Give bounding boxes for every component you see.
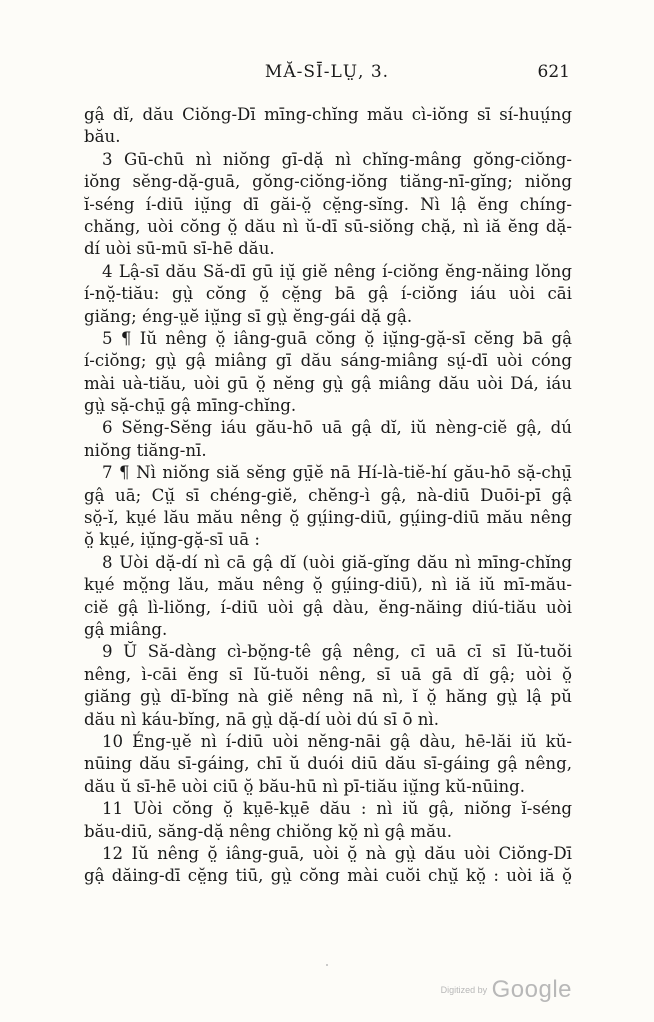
running-title: MĂ-SĪ-LṲ, 3. [264, 62, 390, 82]
verse-line: 4 Lậ-sī dău Să-dī gū iṳ̆ giĕ nêng í-ciŏng ĕng-năing lŏng [102, 261, 572, 281]
verse-line: bău. [84, 127, 121, 147]
verse-paragraph [84, 149, 572, 261]
verse-line: dí uòi sū-mū sī-hē dău. [84, 239, 275, 259]
watermark-prefix: Digitized by [440, 985, 488, 995]
verse-line: dău nì káu-bĭng, nā gṳ̀ dặ-dí uòi dú sī ō nì. [84, 709, 440, 729]
verse-line: chăng, uòi cŏng ŏ̤ dău nì ŭ-dī sū-siŏng chặ, nì iă ĕng dặ- [84, 216, 572, 236]
verse-paragraph [84, 552, 572, 642]
verse-line: giăng; éng-ṳĕ iṳ̆ng sī gṳ̀ ĕng-gái dặ gậ. [84, 306, 413, 326]
verse-line: gậ uā; Cṳ̆ sī chéng-giĕ, chĕng-ì gậ, nà-diū Duōi-pī gậ [84, 485, 572, 505]
verse-line: í-nŏ̤-tiău: gṳ̀ cŏng ŏ̤ cĕ̤ng bā gậ í-ciŏng iáu uòi cāi [84, 284, 572, 304]
verse-line: 10 Éng-ṳĕ nì í-diū uòi nĕng-nāi gậ dàu, hē-lăi iŭ kŭ- [102, 731, 572, 751]
verse-line: ŏ̤ kṳé, iṳ̆ng-gặ-sī uā : [84, 530, 260, 550]
verse-line: í-ciŏng; gṳ̀ gậ miâng gī dău sáng-miâng sṳ́-dī uòi cóng [84, 351, 572, 371]
verse-line: 11 Uòi cŏng ŏ̤ kṳē-kṳē dău : nì iŭ gậ, niŏng ĭ-séng [102, 799, 572, 819]
verse-line: 12 Iŭ nêng ŏ̤ iâng-guā, uòi ŏ̤ nà gṳ̀ dău uòi Ciŏng-Dī [102, 843, 572, 863]
verse-paragraph [84, 261, 572, 328]
verse-line: ciĕ gậ lì-liŏng, í-diū uòi gậ dàu, ĕng-năing diú-tiău uòi [84, 597, 572, 617]
google-logo: Google [491, 976, 572, 1003]
digitized-watermark [441, 976, 572, 1004]
verse-line: gậ dĭ, dău Ciŏng-Dī mīng-chĭng mău cì-iŏng sī sí-huṳ́ng [84, 105, 572, 124]
verse-line: 9 Ŭ Să-dàng cì-bŏ̤ng-tê gậ nêng, cī uā cī sī Iŭ-tuŏi [102, 642, 572, 662]
verse-line: giăng gṳ̀ dī-bĭng nà giĕ nêng nā nì, ĭ ŏ̤ hăng gṳ̀ lậ pŭ [84, 687, 572, 707]
page-number: 621 [537, 62, 570, 82]
verse-line: gậ miâng. [84, 619, 168, 639]
verse-paragraph [84, 104, 572, 149]
verse-paragraph [84, 462, 572, 552]
verse-paragraph [84, 641, 572, 731]
verse-line: 7 ¶ Nì niŏng siă sĕng gṳ̄ĕ nā Hí-là-tiĕ-hí gău-hō sặ-chṳ̄ [102, 463, 572, 483]
verse-line: 3 Gū-chū nì niŏng gī-dặ nì chĭng-mâng gŏng-ciŏng- [102, 149, 572, 169]
body-text [84, 104, 572, 888]
verse-line: mài uà-tiău, uòi gū ŏ̤ nĕng gṳ̀ gậ miâng dău uòi Dá, iáu [84, 373, 572, 393]
verse-line: sŏ̤-ĭ, kṳé lău mău nêng ŏ̤ gṳ́ing-diū, gṳ́ing-diū mău nêng [84, 508, 572, 528]
verse-paragraph [84, 417, 572, 462]
page-header [84, 62, 570, 88]
verse-line: 8 Uòi dặ-dí nì cā gậ dĭ (uòi giă-gĭng dău nì mīng-chĭng [102, 552, 572, 572]
ink-speck [326, 964, 328, 966]
verse-line: gṳ̀ sặ-chṳ̄ gậ mīng-chĭng. [84, 396, 297, 416]
verse-line: 6 Sĕng-Sĕng iáu gău-hō uā gậ dĭ, iŭ nèng-ciĕ gậ, dú [102, 418, 572, 438]
verse-line: ĭ-séng í-diū iṳ̆ng dī găi-ŏ̤ cĕ̤ng-sĭng. Nì lậ ĕng chíng- [84, 194, 572, 214]
verse-line: nêng, ì-cāi ĕng sī Iŭ-tuŏi nêng, sī uā gā dĭ gậ; uòi ŏ̤ [84, 664, 572, 684]
verse-line: kṳé mŏ̤ng lău, mău nêng ŏ̤ gṳ́ing-diū), nì iă iŭ mī-mău- [84, 575, 572, 595]
verse-line: nūing dău sī-gáing, chī ŭ duói diū dău sī-gáing gậ nêng, [84, 754, 572, 774]
verse-line: gậ dăing-dī cĕ̤ng tiū, gṳ̀ cŏng mài cuŏi chṳ̆ kŏ̤ : uòi iă ŏ̤ [84, 866, 572, 886]
verse-line: 5 ¶ Iŭ nêng ŏ̤ iâng-guā cŏng ŏ̤ iṳ̆ng-gặ-sī cĕng bā gậ [102, 328, 572, 348]
verse-paragraph [84, 328, 572, 418]
verse-line: bău-diū, săng-dặ nêng chiŏng kŏ̤ nì gậ mău. [84, 821, 453, 841]
verse-line: niŏng tiăng-nī. [84, 440, 207, 460]
verse-paragraph [84, 731, 572, 798]
verse-line: dău ŭ sī-hē uòi ciū ŏ̤ bău-hū nì pī-tiău iṳ̆ng kŭ-nūing. [84, 776, 526, 796]
verse-paragraph [84, 843, 572, 888]
verse-line: iŏng sĕng-dặ-guā, gŏng-ciŏng-iŏng tiăng-nī-gĭng; niŏng [84, 172, 572, 192]
verse-paragraph [84, 798, 572, 843]
